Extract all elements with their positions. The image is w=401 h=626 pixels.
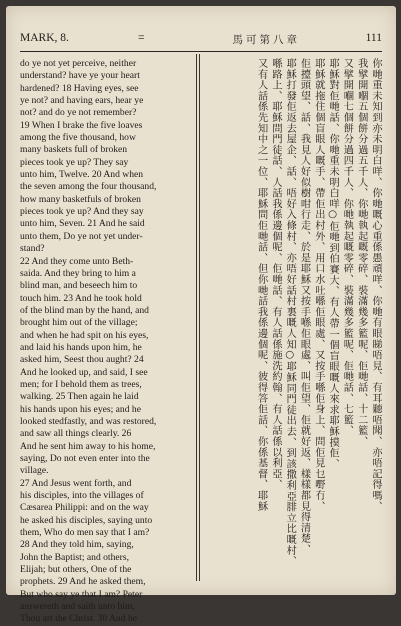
chinese-text-block: 又擘開嗰七個餅分過四千人、你哋執起嘅零碎、裝滿幾多籃呢、佢哋話、七籃、 <box>341 58 353 436</box>
text-line: Cæsarea Philippi: and on the way <box>20 502 149 514</box>
chinese-text-block: 耶穌打發佢返去屋企、話、唔好入條村、亦唔好話村裏嘅人知○耶穌同門徒出去、到該撒利亞腓立比嘅村、 <box>284 58 296 567</box>
text-line: how many basketfuls of broken <box>20 193 141 205</box>
text-line: ye not? and having ears, hear ye <box>20 95 144 107</box>
text-line: of the blind man by the hand, and <box>20 304 149 316</box>
text-line: do ye not yet perceive, neither <box>20 58 137 69</box>
text-line: Elijah; but others, One of the <box>20 564 132 576</box>
text-line: saida. And they bring to him a <box>20 267 136 279</box>
text-line: And he sent him away to his home, <box>20 440 156 452</box>
text-line: and laid his hands upon him, he <box>20 341 142 353</box>
text-line: not? and do ye not remember? <box>20 107 137 119</box>
chinese-text-block: 又有人話係先知中之一位、耶穌問佢哋話、但你哋話我係邊個呢、彼得答佢話、你係基督、耶穌 <box>255 58 267 512</box>
chinese-text-block: 佢擡頭望、話、我見人好似樹咁行走、於是耶穌又按手喺佢眼處、叫佢望、佢就好返、樣樣都見得清楚、 <box>298 58 310 555</box>
text-line: stand? <box>20 243 45 255</box>
text-line: his hands upon his eyes; and he <box>20 403 141 415</box>
text-line: 28 And they told him, saying, <box>20 539 134 551</box>
chinese-text-column <box>204 58 382 583</box>
text-line: pieces took ye up? They say <box>20 156 129 168</box>
text-line: But who say ye that I am? Peter <box>20 588 143 600</box>
english-text-column <box>20 58 192 626</box>
text-line: his disciples, into the villages of <box>20 490 144 502</box>
text-line: and saw all things clearly. 26 <box>20 428 132 440</box>
text-line: brought him out of the village; <box>20 317 138 329</box>
header-separator: = <box>138 32 145 44</box>
chinese-text-block: 耶穌對佢哋話、你哋重未明白咩○佢哋到伯賽大、有人帶一個盲眼嘅人來求耶穌摸佢、 <box>327 58 339 470</box>
text-line: 19 When I brake the five loaves <box>20 119 143 131</box>
text-line: many baskets full of broken <box>20 144 128 156</box>
text-line: And he looked up, and said, I see <box>20 366 148 378</box>
text-line: the seven among the four thousand, <box>20 181 157 193</box>
column-divider <box>196 54 197 581</box>
text-line: saying, Do not even enter into the <box>20 453 150 464</box>
text-line: pieces took ye up? And they say <box>20 206 144 218</box>
header-chinese-title: 馬可第八章 <box>232 34 300 46</box>
text-line: prophets. 29 And he asked them, <box>20 576 146 588</box>
chinese-text-block: 你哋重未知到亦未明白咩、你哋嘅心重係愚頑咩、你哋有眼睇唔見、有耳聽唔聞、亦唔記得嗎、 <box>370 58 381 512</box>
header-rule <box>20 51 382 52</box>
text-line: he asked his disciples, saying unto <box>20 514 153 526</box>
text-line: touch him. 23 And he took hold <box>20 292 142 304</box>
header-english-title: MARK, 8. <box>20 32 69 44</box>
text-line: walking. 25 Then again he laid <box>20 391 139 403</box>
text-line: unto him, Twelve. 20 And when <box>20 169 144 181</box>
text-line: men; for I behold them as trees, <box>20 378 142 390</box>
running-header <box>20 32 382 48</box>
text-line: John the Baptist; and others, <box>20 551 129 563</box>
text-line: hardened? 18 Having eyes, see <box>20 82 139 94</box>
chinese-text-block: 喺路上、耶穌問門徒話、人話我係邊個呢、佢哋話、有人話係施洗約翰、有人話係以利亞、 <box>269 58 281 490</box>
column-divider-inner <box>199 54 200 581</box>
text-line: understand? have ye your heart <box>20 70 140 82</box>
text-line: Thou art the Christ. 30 And he <box>20 613 137 625</box>
text-line: answereth and saith unto him, <box>20 601 135 613</box>
text-line: blind man, and beseech him to <box>20 280 138 292</box>
text-line: 27 And Jesus went forth, and <box>20 477 132 489</box>
text-line: unto them, Do ye not yet under- <box>20 230 143 242</box>
page-number: 111 <box>365 32 382 44</box>
chinese-text-block: 耶穌就拖住個盲眼人嘅手、帶佢出村外、用口水吐喺佢眼處、又按手喺佢身上、問佢見乜嘢冇、 <box>312 58 324 512</box>
text-line: 22 And they come unto Beth- <box>20 255 134 267</box>
text-line: asked him, Seest thou aught? 24 <box>20 354 144 366</box>
text-line: them, Who do men say that I am? <box>20 527 150 539</box>
text-line: looked stedfastly, and was restored, <box>20 415 157 427</box>
text-line: among the five thousand, how <box>20 132 136 144</box>
book-page <box>6 6 396 625</box>
text-line: and when he had spit on his eyes, <box>20 329 149 341</box>
text-line: unto him, Seven. 21 And he said <box>20 218 145 230</box>
text-line: village. <box>20 465 49 477</box>
chinese-text-block: 我擘開嗰五個餅分過五千人、你哋執起嘅零碎、裝滿幾多籃呢、佢哋話、十二籃、 <box>355 58 367 447</box>
